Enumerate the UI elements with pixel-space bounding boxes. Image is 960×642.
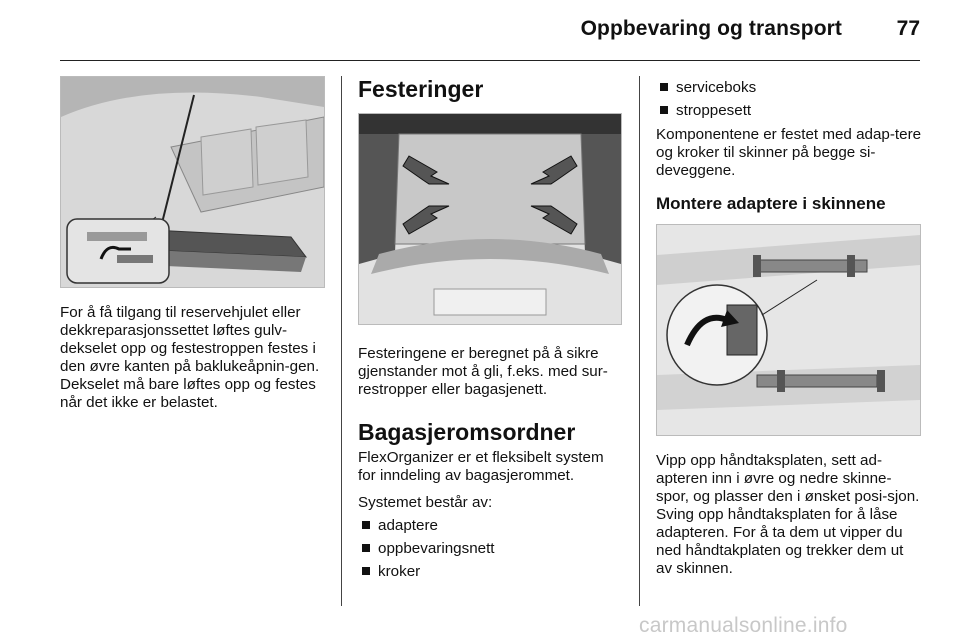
list-item: oppbevaringsnett xyxy=(358,537,622,560)
heading-montere-adaptere: Montere adaptere i skinnene xyxy=(656,194,886,213)
flexorganizer-text: FlexOrganizer er et fleksibelt system for inndeling av bagasjerommet. xyxy=(358,449,604,484)
page-number: 77 xyxy=(896,17,920,40)
section-title: Oppbevaring og transport xyxy=(580,17,842,40)
illustration-adapter-rails xyxy=(656,224,921,436)
floor-cover-text: For å få tilgang til reservehjulet eller dekkreparasjonssettet løftes gulv-dekselet opp og festestroppen festes i den øvre kanten på baklukeåpnin-gen. Dekselet må bare løftes opp og festes når det ikke er belastet. xyxy=(60,304,320,411)
components-list xyxy=(358,514,622,583)
page-header xyxy=(0,0,960,60)
heading-bagasjeromsordner: Bagasjeromsordner xyxy=(358,419,576,445)
systemet-text: Systemet består av: xyxy=(358,494,493,511)
illustration-floor-cover-raised xyxy=(60,76,325,288)
column-2 xyxy=(358,76,622,583)
column-divider-1 xyxy=(341,76,342,606)
header-rule xyxy=(60,60,920,61)
list-item: adaptere xyxy=(358,514,622,537)
components-text: Komponentene er festet med adap-tere og kroker til skinner på begge si-deveggene. xyxy=(656,126,922,179)
list-item: serviceboks xyxy=(656,76,922,99)
components-list-continued xyxy=(656,76,922,122)
list-item: stroppesett xyxy=(656,99,922,122)
illustration-lashing-eyes xyxy=(358,113,622,325)
mounting-instructions-text: Vipp opp håndtaksplaten, sett ad-apteren inn i øvre og nedre skinne-spor, og plasser den i ønsket posi-sjon. Sving opp håndtaksplaten for å låse adapteren. For å ta dem ut vipper du ned håndtakplaten og trekker dem ut av skinnen. xyxy=(656,452,920,577)
heading-festeringer: Festeringer xyxy=(358,76,484,102)
watermark: carmanualsonline.info xyxy=(639,614,848,637)
column-3 xyxy=(656,76,922,578)
list-item: kroker xyxy=(358,560,622,583)
column-1 xyxy=(60,76,325,412)
lashing-eyes-text: Festeringene er beregnet på å sikre gjenstander mot å gli, f.eks. med sur-restropper eller bagasjenett. xyxy=(358,345,608,398)
column-divider-2 xyxy=(639,76,640,606)
